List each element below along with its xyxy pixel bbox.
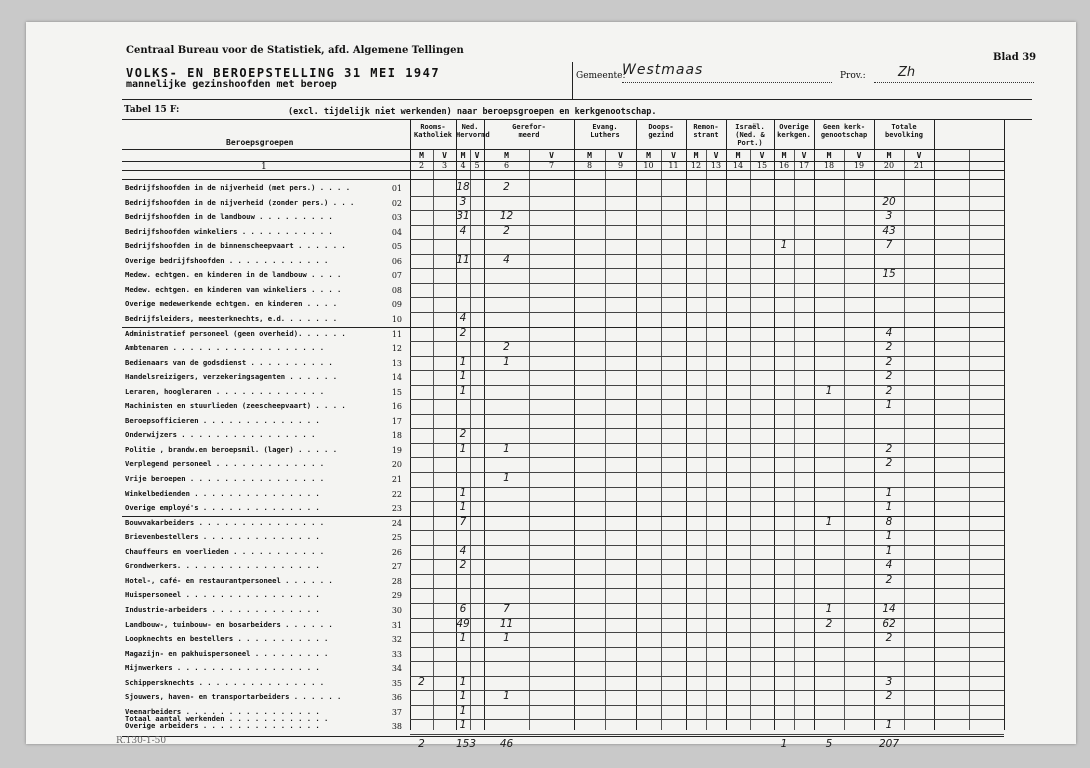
cell-value: 3 xyxy=(885,210,893,223)
column-m-label: M xyxy=(886,151,892,160)
cell-value: 2 xyxy=(418,675,425,688)
grid-line xyxy=(605,149,606,730)
row-label: Verplegend personeel . . . . . . . . . . . . . xyxy=(125,459,325,469)
grid-line xyxy=(750,149,751,730)
cell-value: 2 xyxy=(885,370,893,383)
row-label: Overige arbeiders . . . . . . . . . . . . . . xyxy=(125,721,320,731)
row-label: Brievenbestellers . . . . . . . . . . . . . . xyxy=(125,532,320,542)
cell-value: 2 xyxy=(885,573,893,586)
column-v-label: V xyxy=(671,151,676,160)
row-code: 18 xyxy=(391,431,402,441)
row-code: 15 xyxy=(391,387,402,397)
column-header: Ned. Hervormd xyxy=(456,123,490,139)
cell-value: 2 xyxy=(503,181,510,193)
row-label: Bedienaars van de godsdienst . . . . . . . . . . xyxy=(125,357,333,367)
row-code: 14 xyxy=(391,373,402,383)
column-v-label: V xyxy=(474,151,480,160)
row-code: 35 xyxy=(391,678,402,688)
row-label: Machinisten en stuurlieden (zeescheepvaart) . . . . xyxy=(125,401,346,411)
column-m-label: M xyxy=(587,151,592,160)
row-code: 13 xyxy=(391,358,402,368)
column-v-label: V xyxy=(713,151,719,160)
row-label: Beroepsofficieren . . . . . . . . . . . . . . xyxy=(125,415,320,425)
grid-line xyxy=(706,149,707,730)
cell-value: 1 xyxy=(885,544,893,557)
row-label: Bedrijfsleiders, meesterknechts, e.d. . . . . . . xyxy=(125,313,338,323)
row-label: Bedrijfshoofden in de nijverheid (zonder pers.) . . . xyxy=(125,197,355,207)
column-m-label: M xyxy=(693,151,699,160)
row-label: Medew. echtgen. en kinderen van winkeliers . . . . xyxy=(125,284,342,294)
grid-line xyxy=(410,399,1004,400)
cell-value: 1 xyxy=(885,486,893,499)
row-label: Handelsreizigers, verzekeringsagenten . . . . . . xyxy=(125,372,338,382)
cell-value: 4 xyxy=(503,253,510,266)
row-label: Bedrijfshoofden in de binnenscheepvaart . . . . . . xyxy=(125,241,346,251)
census-title: VOLKS- EN BEROEPSTELLING 31 MEI 1947 xyxy=(126,66,441,80)
grid-line xyxy=(122,736,1004,737)
row-code: 05 xyxy=(391,242,402,252)
cell-value: 1 xyxy=(459,370,467,383)
row-label: Industrie-arbeiders . . . . . . . . . . . . . xyxy=(125,604,320,614)
grid-line xyxy=(969,149,970,730)
column-number: 11 xyxy=(668,161,679,170)
grid-line xyxy=(410,719,1004,720)
cell-value: 1 xyxy=(503,355,510,368)
row-label: Grondwerkers. . . . . . . . . . . . . . . . . xyxy=(125,561,320,571)
row-code: 09 xyxy=(391,300,402,310)
column-number: 6 xyxy=(503,161,510,170)
column-header: Geen kerk- genootschap xyxy=(820,123,868,139)
row-label: Bedrijfshoofden winkeliers . . . . . . . . . . . xyxy=(125,226,333,236)
grid-line xyxy=(433,149,434,730)
column-number: 15 xyxy=(756,161,768,170)
column-number: 13 xyxy=(710,161,722,170)
row-code: 23 xyxy=(391,504,402,514)
cell-value: 7 xyxy=(503,602,510,615)
grid-line xyxy=(410,385,1004,386)
cell-value: 1 xyxy=(825,602,833,615)
cell-value: 1 xyxy=(885,501,893,514)
grid-line xyxy=(1004,119,1005,730)
row-code: 26 xyxy=(391,547,402,557)
row-label: Chauffeurs en voerlieden . . . . . . . . . . . xyxy=(125,546,325,556)
table-caption: (excl. tijdelijk niet werkenden) naar beroepsgroepen en kerkgenootschap. xyxy=(288,107,657,117)
row-label: Overige bedrijfshoofden . . . . . . . . . . . . xyxy=(125,255,329,265)
grid-line xyxy=(410,647,1004,648)
row-code: 38 xyxy=(391,722,402,732)
column-number: 19 xyxy=(853,161,865,170)
grid-line xyxy=(410,545,1004,546)
grid-line xyxy=(410,414,1004,415)
cell-value: 2 xyxy=(885,632,893,645)
cell-value: 18 xyxy=(456,181,470,193)
cell-value: 12 xyxy=(499,210,514,223)
row-code: 34 xyxy=(391,664,402,674)
row-code: 33 xyxy=(391,649,402,659)
cell-value: 11 xyxy=(499,617,514,630)
column-header: Israël. (Ned. & Port.) xyxy=(735,123,765,147)
row-code: 08 xyxy=(391,285,402,295)
column-header: Gerefor- meerd xyxy=(512,123,546,139)
page-number: Blad 39 xyxy=(993,52,1037,63)
grid-line xyxy=(410,501,1004,502)
row-code: 03 xyxy=(391,213,402,223)
column-v-label: V xyxy=(442,151,447,160)
cell-value: 1 xyxy=(825,384,833,397)
form-code: R.130-1-50 xyxy=(116,736,167,746)
column-header: Evang. Luthers xyxy=(590,123,620,139)
row-label: Mijnwerkers . . . . . . . . . . . . . . . . . xyxy=(125,663,320,673)
grid-line xyxy=(410,705,1004,706)
row-code: 25 xyxy=(391,533,402,543)
row-code: 21 xyxy=(391,475,402,484)
cell-value: 1 xyxy=(459,632,467,645)
total-value: 5 xyxy=(825,737,833,750)
total-value: 153 xyxy=(456,737,477,750)
column-v-label: V xyxy=(856,151,862,160)
column-number: 4 xyxy=(460,161,466,170)
column-number: 8 xyxy=(586,161,593,170)
grid-line xyxy=(529,149,530,730)
grid-line xyxy=(410,428,1004,429)
cell-value: 1 xyxy=(503,690,510,703)
column-v-label: V xyxy=(618,151,623,160)
row-code: 30 xyxy=(391,605,402,615)
total-value: 207 xyxy=(878,737,900,750)
grid-line xyxy=(410,661,1004,662)
form-subtitle: mannelijke gezinshoofden met beroep xyxy=(126,79,337,90)
table-label: Tabel 15 F: xyxy=(124,105,180,115)
cell-value: 2 xyxy=(885,384,893,397)
grid-line xyxy=(410,588,1004,589)
row-code: 11 xyxy=(391,329,402,339)
grid-line xyxy=(794,149,795,730)
grid-line xyxy=(844,149,845,730)
row-code: 10 xyxy=(391,314,402,324)
row-code: 01 xyxy=(391,184,402,193)
cell-value: 14 xyxy=(882,602,896,615)
cell-value: 2 xyxy=(459,559,467,572)
row-label: Ambtenaren . . . . . . . . . . . . . . . . . . xyxy=(125,343,325,353)
grid-line xyxy=(410,457,1004,458)
row-label: Veenarbeiders . . . . . . . . . . . . . . . . xyxy=(125,706,320,716)
cell-value: 31 xyxy=(456,210,470,223)
column-m-label: M xyxy=(646,151,651,160)
total-label: Totaal aantal werkenden . . . . . . . . . . . . xyxy=(125,714,329,723)
cell-value: 7 xyxy=(459,515,467,528)
column-number: 2 xyxy=(418,161,425,170)
grid-line xyxy=(904,149,905,730)
cell-value: 62 xyxy=(882,617,896,630)
row-label: Loopknechts en bestellers . . . . . . . . . . . xyxy=(125,634,329,644)
cell-value: 2 xyxy=(885,341,893,354)
occupation-column-number: 1 xyxy=(261,162,267,172)
row-label: Onderwijzers . . . . . . . . . . . . . . . . xyxy=(125,430,316,440)
column-number: 3 xyxy=(441,161,448,170)
column-m-label: M xyxy=(826,151,832,160)
row-label: Magazijn- en pakhuispersoneel . . . . . . . . . xyxy=(125,648,329,658)
row-code: 31 xyxy=(391,620,402,630)
total-value: 46 xyxy=(499,737,514,750)
column-header: Doops- gezind xyxy=(648,123,674,139)
municipality-label: Gemeente: xyxy=(576,71,626,81)
column-number: 18 xyxy=(823,161,835,170)
column-number: 5 xyxy=(474,161,480,170)
row-label: Administratief personeel (geen overheid). . . . . . xyxy=(125,328,346,338)
row-code: 12 xyxy=(391,344,402,354)
column-v-label: V xyxy=(801,151,807,160)
cell-value: 49 xyxy=(456,617,470,630)
cell-value: 43 xyxy=(882,224,896,237)
cell-value: 1 xyxy=(459,719,467,732)
cell-value: 1 xyxy=(503,632,510,645)
row-code: 20 xyxy=(391,460,402,470)
row-code: 27 xyxy=(391,562,402,572)
municipality-value: Westmaas xyxy=(622,62,704,78)
grid-line xyxy=(410,734,1004,735)
column-m-label: M xyxy=(419,151,424,160)
column-m-label: M xyxy=(460,151,466,160)
cell-value: 4 xyxy=(459,311,467,324)
row-code: 04 xyxy=(391,227,402,237)
cell-value: 2 xyxy=(503,341,510,354)
row-code: 36 xyxy=(391,693,402,703)
row-label: Huispersoneel . . . . . . . . . . . . . . . . xyxy=(125,590,320,600)
cell-value: 15 xyxy=(882,268,896,281)
cell-value: 8 xyxy=(885,515,893,528)
cell-value: 2 xyxy=(459,326,467,339)
row-label: Schippersknechts . . . . . . . . . . . . . . . xyxy=(125,677,325,687)
grid-line xyxy=(470,149,471,730)
cell-value: 4 xyxy=(885,326,893,339)
cell-value: 2 xyxy=(459,428,467,441)
row-label: Medew. echtgen. en kinderen in de landbouw . . . . xyxy=(125,270,342,280)
row-label: Bouwvakarbeiders . . . . . . . . . . . . . . . xyxy=(125,517,325,527)
grid-line xyxy=(122,149,1004,150)
row-code: 24 xyxy=(391,518,402,528)
cell-value: 3 xyxy=(885,675,893,688)
grid-line xyxy=(410,239,1004,240)
grid-line xyxy=(410,312,1004,313)
grid-line xyxy=(122,170,1004,171)
cell-value: 1 xyxy=(459,355,467,368)
occupation-header: Beroepsgroepen xyxy=(226,138,294,147)
row-code: 06 xyxy=(391,256,402,266)
grid-line xyxy=(410,530,1004,531)
cell-value: 1 xyxy=(459,690,467,703)
cell-value: 4 xyxy=(885,559,893,572)
grid-line xyxy=(410,297,1004,298)
row-code: 28 xyxy=(391,576,402,586)
cell-value: 1 xyxy=(885,399,893,412)
cell-value: 1 xyxy=(459,384,467,397)
cell-value: 2 xyxy=(503,224,510,237)
cell-value: 7 xyxy=(885,239,893,252)
cell-value: 3 xyxy=(459,195,467,208)
cell-value: 2 xyxy=(885,690,893,703)
row-code: 22 xyxy=(391,489,402,499)
cell-value: 2 xyxy=(885,457,893,470)
column-number: 9 xyxy=(617,161,624,170)
grid-line xyxy=(410,676,1004,677)
row-label: Politie , brandw.en beroepsmil. (lager) . . . . . xyxy=(125,444,338,454)
total-value: 2 xyxy=(418,737,425,750)
column-number: 12 xyxy=(690,161,702,170)
cell-value: 1 xyxy=(503,472,510,484)
cell-value: 1 xyxy=(459,675,467,688)
province-value: Zh xyxy=(898,65,916,80)
row-label: Vrije beroepen . . . . . . . . . . . . . . . . xyxy=(125,474,325,483)
row-code: 29 xyxy=(391,591,402,601)
grid-line xyxy=(410,268,1004,269)
grid-line xyxy=(410,196,1004,197)
row-label: Overige medewerkende echtgen. en kinderen . . . . xyxy=(125,299,338,309)
row-code: 17 xyxy=(391,416,402,426)
grid-line xyxy=(122,179,1004,180)
column-number: 21 xyxy=(913,161,925,170)
column-header: Totale bevolking xyxy=(885,123,923,139)
cell-value: 1 xyxy=(459,442,467,455)
cell-value: 2 xyxy=(885,442,893,455)
column-header: Remon- strant xyxy=(693,123,719,139)
cell-value: 1 xyxy=(885,530,893,543)
grid-line xyxy=(410,559,1004,560)
column-v-label: V xyxy=(549,151,554,160)
column-header: Rooms- Katholiek xyxy=(414,123,452,139)
column-number: 20 xyxy=(883,161,895,170)
column-number: 16 xyxy=(778,161,790,170)
column-v-label: V xyxy=(916,151,922,160)
column-v-label: V xyxy=(759,151,765,160)
cell-value: 2 xyxy=(825,617,833,630)
row-label: Leraren, hoogleraren . . . . . . . . . . . . . xyxy=(125,386,325,396)
grid-line xyxy=(410,370,1004,371)
grid-line xyxy=(410,574,1004,575)
row-code: 37 xyxy=(391,707,402,717)
column-m-label: M xyxy=(781,151,787,160)
bureau-name: Centraal Bureau voor de Statistiek, afd. Algemene Tellingen xyxy=(126,45,464,56)
total-value: 1 xyxy=(780,737,788,750)
cell-value: 2 xyxy=(885,355,893,368)
row-code: 07 xyxy=(391,271,402,281)
grid-line xyxy=(410,487,1004,488)
cell-value: 20 xyxy=(882,195,896,208)
cell-value: 11 xyxy=(456,253,470,266)
cell-value: 6 xyxy=(459,602,467,615)
province-label: Prov.: xyxy=(840,71,866,81)
row-label: Bedrijfshoofden in de nijverheid (met pers.) . . . . xyxy=(125,183,351,192)
row-code: 19 xyxy=(391,445,402,455)
row-code: 02 xyxy=(391,198,402,208)
cell-value: 4 xyxy=(459,224,467,237)
cell-value: 1 xyxy=(780,239,788,252)
column-number: 14 xyxy=(732,161,744,170)
row-code: 16 xyxy=(391,402,402,412)
cell-value: 1 xyxy=(825,515,833,528)
row-label: Landbouw-, tuinbouw- en bosarbeiders . . . . . . xyxy=(125,619,333,629)
row-label: Hotel-, café- en restaurantpersoneel . . . . . . xyxy=(125,575,333,585)
cell-value: 1 xyxy=(459,704,467,717)
row-label: Sjouwers, haven- en transportarbeiders . . . . . . xyxy=(125,692,342,702)
column-header: Overige kerkgen. xyxy=(777,123,811,139)
row-label: Bedrijfshoofden in de landbouw . . . . . . . . . xyxy=(125,212,333,222)
cell-value: 1 xyxy=(459,501,467,514)
grid-line xyxy=(410,283,1004,284)
grid-line xyxy=(661,149,662,730)
row-label: Overige employé's . . . . . . . . . . . . . . xyxy=(125,503,320,513)
column-number: 17 xyxy=(798,161,810,170)
cell-value: 1 xyxy=(885,719,893,732)
cell-value: 1 xyxy=(503,442,510,455)
cell-value: 4 xyxy=(459,544,467,557)
column-m-label: M xyxy=(735,151,741,160)
row-code: 32 xyxy=(391,635,402,645)
row-label: Winkelbedienden . . . . . . . . . . . . . . . xyxy=(125,488,320,498)
column-number: 10 xyxy=(643,161,654,170)
column-number: 7 xyxy=(548,161,555,170)
census-form-sheet xyxy=(26,22,1076,750)
cell-value: 1 xyxy=(459,486,467,499)
column-m-label: M xyxy=(504,151,509,160)
